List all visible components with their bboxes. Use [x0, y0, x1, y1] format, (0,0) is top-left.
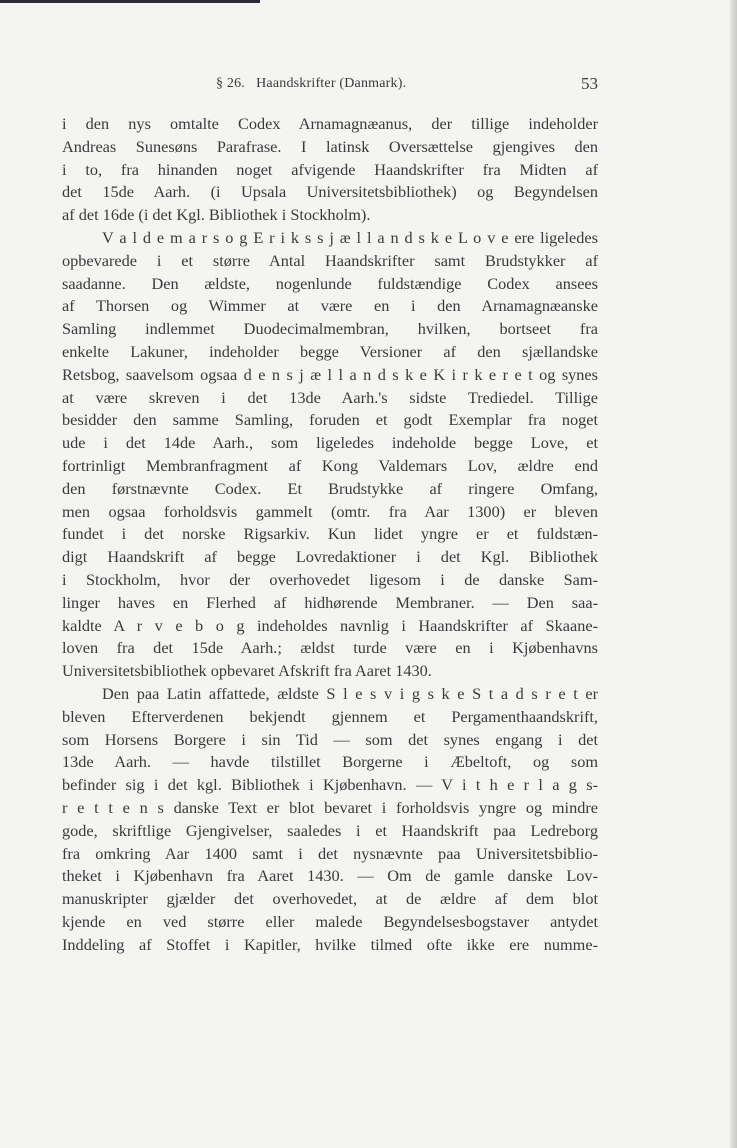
text-line: i den nys omtalte Codex Arnamagnæanus, der tillige indeholder	[62, 114, 598, 133]
text-line: loven fra det 15de Aarh.; ældst turde være en i Kjøbenhavns	[62, 638, 598, 658]
text-line: saadanne. Den ældste, nogenlunde fuldstændige Codex ansees	[62, 273, 598, 293]
text-line: af Thorsen og Wimmer at være en i den Arnamagnæanske	[62, 296, 598, 316]
text-line: manuskripter gjælder det overhovedet, at de ældre af dem blot	[62, 889, 598, 909]
text-line: r e t t e n s danske Text er blot bevaret i forholdsvis yngre og mindre	[62, 797, 598, 817]
text-line: fundet i det norske Rigsarkiv. Kun lidet yngre er et fuldstæn-	[62, 524, 598, 544]
text-line: linger haves en Flerhed af hidhørende Membraner. — Den saa-	[62, 592, 598, 612]
text-line: gode, skriftlige Gjengivelser, saaledes i et Haandskrift paa Ledreborg	[62, 820, 598, 840]
text-line: befinder sig i det kgl. Bibliothek i Kjøbenhavn. — V i t h e r l a g s-	[62, 775, 598, 795]
text-line: 13de Aarh. — havde tilstillet Borgerne i Æbeltoft, og som	[62, 752, 598, 772]
text-line: som Horsens Borgere i sin Tid — som det synes engang i det	[62, 729, 598, 749]
text-line: digt Haandskrift af begge Lovredaktioner i det Kgl. Bibliothek	[62, 547, 598, 567]
text-line: V a l d e m a r s o g E r i k s s j æ l l a n d s k e L o v e ere ligeledes	[102, 227, 598, 247]
text-line: fortrinligt Membranfragment af Kong Valdemars Lov, ældre end	[62, 455, 598, 475]
text-line: Inddeling af Stoffet i Kapitler, hvilke tilmed ofte ikke ere numme-	[62, 934, 598, 954]
text-line: Andreas Sunesøns Parafrase. I latinsk Oversættelse gjengives den	[62, 136, 598, 156]
text-line: Retsbog, saavelsom ogsaa d e n s j æ l l a n d s k e K i r k e r e t og synes	[62, 364, 598, 384]
body-text	[62, 113, 598, 956]
text-line: kjende en ved større eller malede Begyndelsesbogstaver antydet	[62, 911, 598, 931]
page-edge-shadow	[730, 0, 737, 1148]
text-line: men ogsaa forholdsvis gammelt (omtr. fra Aar 1300) er bleven	[62, 501, 598, 521]
text-line: kaldte A r v e b o g indeholdes navnlig i Haandskrifter af Skaane-	[62, 615, 598, 635]
text-line: ude i det 14de Aarh., som ligeledes indeholde begge Love, et	[62, 433, 598, 453]
text-line: Den paa Latin affattede, ældste S l e s v i g s k e S t a d s r e t er	[102, 683, 598, 703]
text-line: opbevarede i et større Antal Haandskrifter samt Brudstykker af	[62, 250, 598, 270]
text-line: besidder den samme Samling, foruden et godt Exemplar fra noget	[62, 410, 598, 430]
text-line: bleven Efterverdenen bekjendt gjennem et Pergamenthaandskrift,	[62, 706, 598, 726]
scan-edge-bar	[0, 0, 260, 3]
text-line: fra omkring Aar 1400 samt i det nysnævnte paa Universitetsbiblio-	[62, 843, 598, 863]
text-line: Samling indlemmet Duodecimalmembran, hvilken, bortseet fra	[62, 319, 598, 339]
text-line: det 15de Aarh. (i Upsala Universitetsbibliothek) og Begyndelsen	[62, 182, 598, 202]
section-title: Haandskrifter (Danmark).	[256, 76, 407, 91]
page-number: 53	[581, 74, 598, 93]
section-number: § 26.	[216, 76, 245, 91]
text-line: i Stockholm, hvor der overhovedet ligesom i de danske Sam-	[62, 569, 598, 589]
text-line: af det 16de (i det Kgl. Bibliothek i Stockholm).	[62, 205, 371, 225]
header-title	[216, 76, 406, 92]
text-line: theket i Kjøbenhavn fra Aaret 1430. — Om de gamle danske Lov-	[62, 866, 598, 886]
text-line: Universitetsbibliothek opbevaret Afskrift fra Aaret 1430.	[62, 661, 432, 681]
text-line: den førstnævnte Codex. Et Brudstykke af ringere Omfang,	[62, 478, 598, 498]
text-line: at være skreven i det 13de Aarh.'s sidste Trediedel. Tillige	[62, 387, 598, 407]
text-line: enkelte Lakuner, indeholder begge Versioner af den sjællandske	[62, 341, 598, 361]
running-header	[62, 76, 598, 98]
text-line: i to, fra hinanden noget afvigende Haandskrifter fra Midten af	[62, 159, 598, 179]
